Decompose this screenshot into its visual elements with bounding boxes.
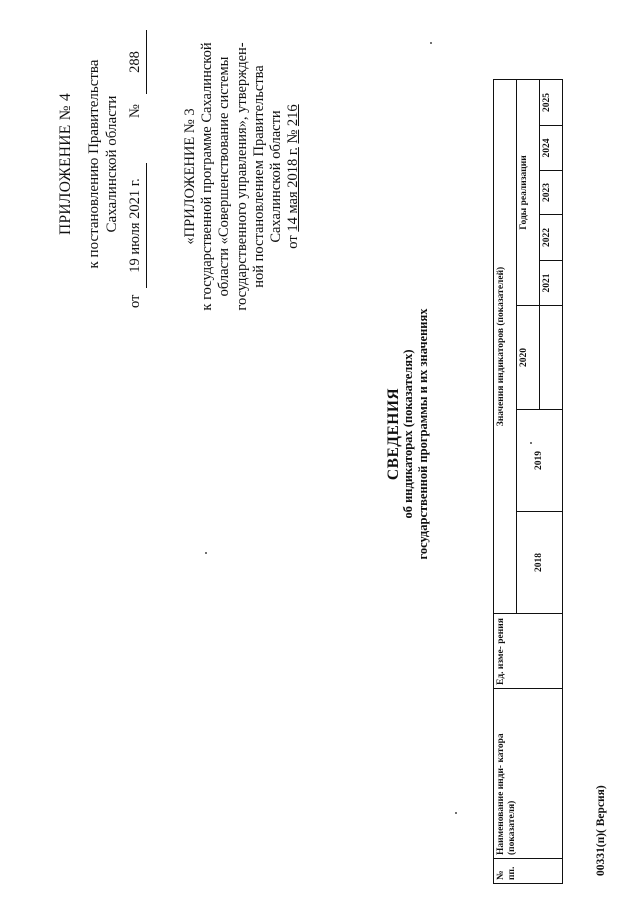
document-heading xyxy=(386,234,431,634)
table-header-row-1 xyxy=(494,79,517,883)
approval-from-label: от xyxy=(285,235,302,249)
order-date: 19 июля 2021 г. xyxy=(124,163,147,288)
appendix-line-2: Сахалинской области xyxy=(104,95,120,233)
header-implementation-years: Годы реализации xyxy=(517,79,540,305)
header-year-2022: 2022 xyxy=(540,215,563,261)
header-values: Значения индикаторов (показателей) xyxy=(494,79,517,613)
header-year-2024: 2024 xyxy=(540,126,563,171)
appendix-header xyxy=(57,24,121,304)
number-label: № xyxy=(127,104,143,118)
previous-appendix-line-1: к государственной программе Сахалинской xyxy=(199,42,216,311)
heading-line-2: государственной программы и их значениях xyxy=(416,308,430,560)
header-year-2020: 2020 xyxy=(517,306,540,410)
header-year-2023: 2023 xyxy=(540,171,563,215)
header-unit: Ед. изме- рения xyxy=(494,614,563,689)
header-year-2019: 2019 xyxy=(517,410,563,512)
header-year-2021: 2021 xyxy=(540,261,563,306)
appendix-title: ПРИЛОЖЕНИЕ № 4 xyxy=(57,92,74,236)
scan-speck xyxy=(430,42,432,44)
header-year-2020-empty xyxy=(540,306,563,410)
previous-appendix-block xyxy=(182,24,302,329)
approval-number: 216 xyxy=(285,104,302,127)
heading-title: СВЕДЕНИЯ xyxy=(385,387,402,481)
approval-line xyxy=(285,24,302,329)
previous-appendix-title: «ПРИЛОЖЕНИЕ № 3 xyxy=(182,108,198,245)
from-label: от xyxy=(127,294,143,308)
scan-speck xyxy=(205,552,207,554)
header-year-2018: 2018 xyxy=(517,512,563,614)
scan-speck xyxy=(530,442,532,444)
indicators-table xyxy=(493,79,563,884)
header-indicator-name: Наименование инди- катора (показателя) xyxy=(494,689,563,859)
approval-date: 14 мая 2018 г. xyxy=(285,147,302,232)
document-id: 00331(п)( Версия) xyxy=(595,785,607,876)
previous-appendix-line-4: ной постановлением Правительства xyxy=(250,65,267,288)
order-date-row xyxy=(124,18,150,308)
previous-appendix-line-5: Сахалинской области xyxy=(268,110,285,243)
previous-appendix-line-3: государственного управления», утвержден- xyxy=(233,42,250,311)
appendix-line-1: к постановлению Правительства xyxy=(86,59,102,269)
previous-appendix-line-2: области «Совершенствование системы xyxy=(216,56,233,297)
approval-number-label: № xyxy=(285,129,302,144)
order-number: 288 xyxy=(124,30,147,94)
header-number: № пп. xyxy=(494,859,563,884)
header-year-2025: 2025 xyxy=(540,79,563,125)
scan-speck xyxy=(455,812,457,814)
heading-line-1: об индикаторах (показателях) xyxy=(401,349,415,519)
